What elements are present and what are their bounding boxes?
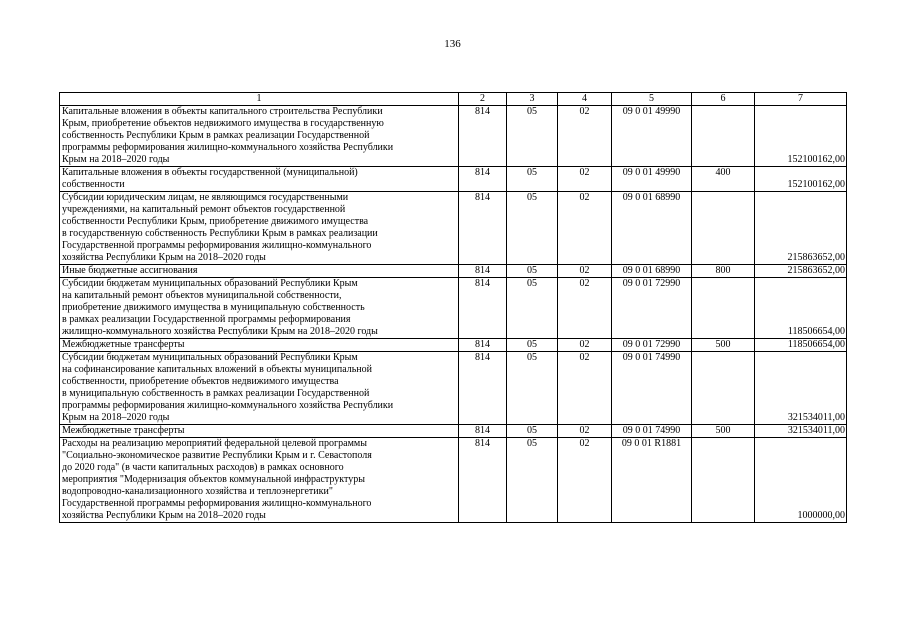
column-header-3: 3 xyxy=(507,93,558,106)
cell-budget-code: 814 xyxy=(459,352,507,425)
page-number: 136 xyxy=(444,38,461,50)
column-header-2: 2 xyxy=(459,93,507,106)
row-description xyxy=(60,192,459,265)
cell-section: 05 xyxy=(507,339,558,352)
cell-budget-code: 814 xyxy=(459,167,507,192)
cell-subsection: 02 xyxy=(558,106,612,167)
cell-subsection: 02 xyxy=(558,265,612,278)
cell-subsection: 02 xyxy=(558,278,612,339)
cell-expense-type: 500 xyxy=(692,339,755,352)
cell-target-article: 09 0 01 68990 xyxy=(612,265,692,278)
table-row xyxy=(60,339,847,352)
description-line: в муниципальную собственность в рамках реализации Государственной xyxy=(62,388,370,399)
cell-amount: 321534011,00 xyxy=(755,425,847,438)
description-line: Государственной программы реформирования жилищно-коммунального xyxy=(62,240,372,251)
cell-subsection: 02 xyxy=(558,339,612,352)
table-row xyxy=(60,167,847,192)
cell-target-article: 09 0 01 74990 xyxy=(612,425,692,438)
cell-amount: 118506654,00 xyxy=(755,339,847,352)
description-line: Субсидии юридическим лицам, не являющимся государственными xyxy=(62,192,349,203)
table-body xyxy=(60,106,847,523)
description-line: хозяйства Республики Крым на 2018–2020 годы xyxy=(62,510,266,521)
cell-section: 05 xyxy=(507,192,558,265)
description-line: Межбюджетные трансферты xyxy=(62,339,185,350)
table-row xyxy=(60,106,847,167)
description-line: на софинансирование капитальных вложений в объекты муниципальной xyxy=(62,364,372,375)
description-line: собственности Республики Крым, приобретение движимого имущества xyxy=(62,216,369,227)
column-header-5: 5 xyxy=(612,93,692,106)
description-line: собственность Республики Крым в рамках реализации Государственной xyxy=(62,130,370,141)
description-line: Капитальные вложения в объекты государственной (муниципальной) xyxy=(62,167,358,178)
description-line: Иные бюджетные ассигнования xyxy=(62,265,198,276)
column-header-7: 7 xyxy=(755,93,847,106)
table-row xyxy=(60,265,847,278)
cell-expense-type xyxy=(692,192,755,265)
cell-target-article: 09 0 01 68990 xyxy=(612,192,692,265)
cell-section: 05 xyxy=(507,352,558,425)
budget-table xyxy=(59,92,847,523)
cell-amount: 215863652,00 xyxy=(755,265,847,278)
cell-budget-code: 814 xyxy=(459,106,507,167)
description-line: в рамках реализации Государственной программы реформирования xyxy=(62,314,351,325)
cell-expense-type xyxy=(692,106,755,167)
cell-budget-code: 814 xyxy=(459,278,507,339)
cell-section: 05 xyxy=(507,106,558,167)
row-description xyxy=(60,352,459,425)
description-line: Субсидии бюджетам муниципальных образований Республики Крым xyxy=(62,278,358,289)
column-header-6: 6 xyxy=(692,93,755,106)
description-line: Межбюджетные трансферты xyxy=(62,425,185,436)
description-line: учреждениями, на капитальный ремонт объектов государственной xyxy=(62,204,346,215)
cell-expense-type: 500 xyxy=(692,425,755,438)
description-line: приобретение движимого имущества в муниципальную собственность xyxy=(62,302,365,313)
cell-section: 05 xyxy=(507,425,558,438)
row-description xyxy=(60,265,459,278)
cell-target-article: 09 0 01 72990 xyxy=(612,339,692,352)
cell-expense-type xyxy=(692,278,755,339)
cell-amount: 152100162,00 xyxy=(755,106,847,167)
cell-amount: 1000000,00 xyxy=(755,438,847,523)
cell-target-article: 09 0 01 72990 xyxy=(612,278,692,339)
row-description xyxy=(60,438,459,523)
description-line: Государственной программы реформирования жилищно-коммунального xyxy=(62,498,372,509)
table-row xyxy=(60,352,847,425)
cell-expense-type: 400 xyxy=(692,167,755,192)
description-line: Крым на 2018–2020 годы xyxy=(62,154,170,165)
cell-target-article: 09 0 01 49990 xyxy=(612,167,692,192)
cell-subsection: 02 xyxy=(558,352,612,425)
row-description xyxy=(60,339,459,352)
cell-section: 05 xyxy=(507,278,558,339)
cell-budget-code: 814 xyxy=(459,265,507,278)
column-header-4: 4 xyxy=(558,93,612,106)
row-description xyxy=(60,278,459,339)
cell-amount: 152100162,00 xyxy=(755,167,847,192)
cell-amount: 118506654,00 xyxy=(755,278,847,339)
cell-budget-code: 814 xyxy=(459,192,507,265)
cell-target-article: 09 0 01 R1881 xyxy=(612,438,692,523)
description-line: Капитальные вложения в объекты капитального строительства Республики xyxy=(62,106,383,117)
header-row xyxy=(60,93,847,106)
description-line: хозяйства Республики Крым на 2018–2020 годы xyxy=(62,252,266,263)
cell-amount: 215863652,00 xyxy=(755,192,847,265)
description-line: в государственную собственность Республики Крым в рамках реализации xyxy=(62,228,378,239)
description-line: собственности xyxy=(62,179,125,190)
table-row xyxy=(60,438,847,523)
cell-subsection: 02 xyxy=(558,167,612,192)
description-line: жилищно-коммунального хозяйства Республики Крым на 2018–2020 годы xyxy=(62,326,378,337)
cell-amount: 321534011,00 xyxy=(755,352,847,425)
description-line: Крым, приобретение объектов недвижимого имущества в государственную xyxy=(62,118,384,129)
row-description xyxy=(60,167,459,192)
description-line: мероприятия "Модернизация объектов коммунальной инфраструктуры xyxy=(62,474,365,485)
cell-section: 05 xyxy=(507,167,558,192)
cell-expense-type: 800 xyxy=(692,265,755,278)
cell-expense-type xyxy=(692,438,755,523)
cell-section: 05 xyxy=(507,265,558,278)
table-row xyxy=(60,278,847,339)
cell-budget-code: 814 xyxy=(459,339,507,352)
table-row xyxy=(60,192,847,265)
description-line: Субсидии бюджетам муниципальных образований Республики Крым xyxy=(62,352,358,363)
description-line: Расходы на реализацию мероприятий федеральной целевой программы xyxy=(62,438,367,449)
description-line: до 2020 года" (в части капитальных расходов) в рамках основного xyxy=(62,462,344,473)
cell-target-article: 09 0 01 49990 xyxy=(612,106,692,167)
cell-subsection: 02 xyxy=(558,192,612,265)
table-row xyxy=(60,425,847,438)
description-line: "Социально-экономическое развитие Республики Крым и г. Севастополя xyxy=(62,450,372,461)
description-line: водопроводно-канализационного хозяйства и теплоэнергетики" xyxy=(62,486,333,497)
cell-target-article: 09 0 01 74990 xyxy=(612,352,692,425)
table-header xyxy=(60,93,847,106)
column-header-1: 1 xyxy=(60,93,459,106)
row-description xyxy=(60,425,459,438)
cell-subsection: 02 xyxy=(558,425,612,438)
cell-budget-code: 814 xyxy=(459,425,507,438)
cell-budget-code: 814 xyxy=(459,438,507,523)
description-line: программы реформирования жилищно-коммунального хозяйства Республики xyxy=(62,400,394,411)
cell-section: 05 xyxy=(507,438,558,523)
cell-expense-type xyxy=(692,352,755,425)
description-line: на капитальный ремонт объектов муниципальной собственности, xyxy=(62,290,342,301)
cell-subsection: 02 xyxy=(558,438,612,523)
description-line: Крым на 2018–2020 годы xyxy=(62,412,170,423)
description-line: собственности, приобретение объектов недвижимого имущества xyxy=(62,376,339,387)
description-line: программы реформирования жилищно-коммунального хозяйства Республики xyxy=(62,142,394,153)
row-description xyxy=(60,106,459,167)
